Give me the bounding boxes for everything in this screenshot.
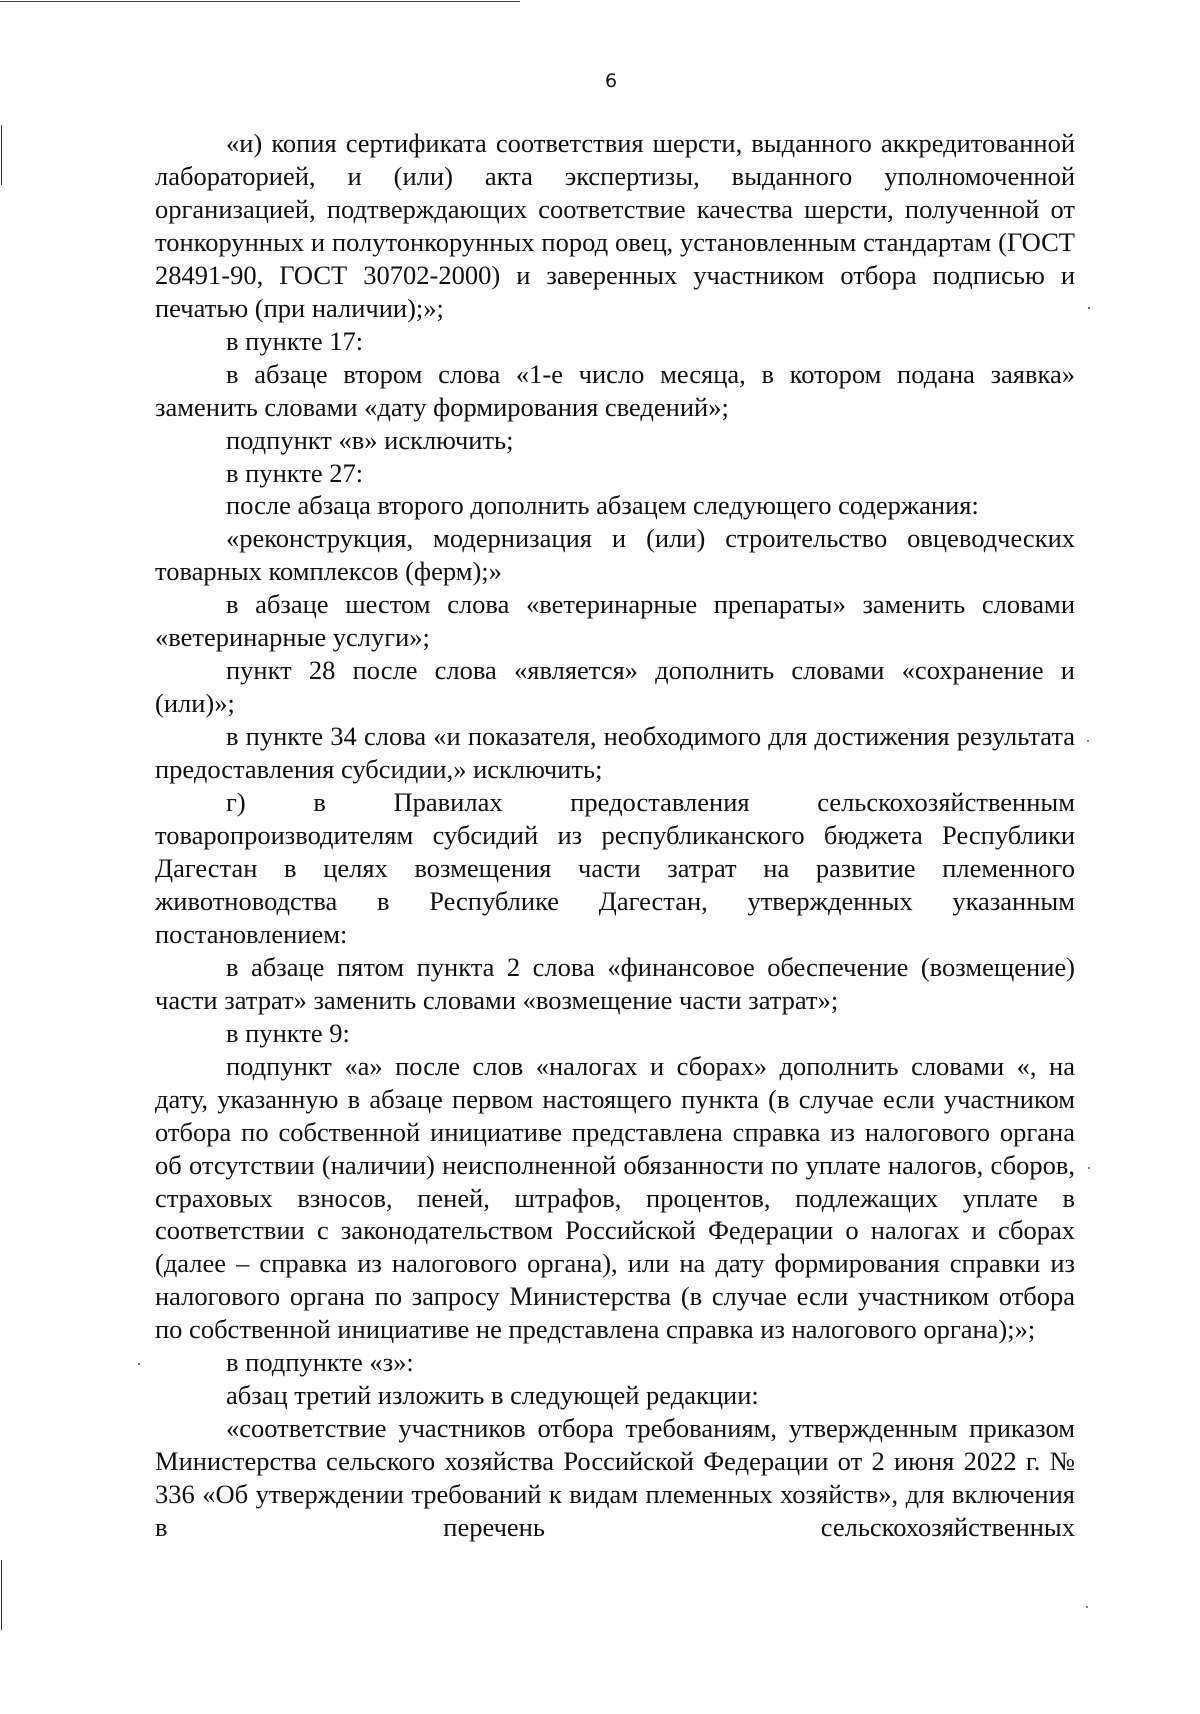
paragraph: подпункт «в» исключить; bbox=[226, 424, 514, 455]
scan-artifact-dot bbox=[1088, 1167, 1090, 1169]
paragraph: «соответствие участников отбора требованиям, утвержденным приказом Министерства сельского хозяйства Российской Федерации от 2 июня 2022 г. № 336 «Об утверждении требований к видам племенных хозяйств», для включения в перечень сельскохозяйственных bbox=[155, 1413, 1075, 1543]
scan-artifact-left-edge bbox=[1, 125, 2, 185]
paragraph: в абзаце втором слова «1-е число месяца, в котором подана заявка» заменить словами «дату формирования сведений»; bbox=[155, 358, 1075, 422]
paragraph: в подпункте «з»: bbox=[226, 1347, 414, 1378]
paragraph: абзац третий изложить в следующей редакции: bbox=[226, 1380, 759, 1411]
scan-artifact-left-edge-lower bbox=[1, 1560, 2, 1630]
paragraph: в абзаце пятом пункта 2 слова «финансовое обеспечение (возмещение) части затрат» заменить словами «возмещение части затрат»; bbox=[155, 951, 1075, 1015]
paragraph: г) в Правилах предоставления сельскохозяйственным товаропроизводителям субсидий из республиканского бюджета Республики Дагестан в целях возмещения части затрат на развитие племенного животноводства в Республике Дагестан, утвержденных указанным постановлением: bbox=[155, 787, 1075, 949]
paragraph: «реконструкция, модернизация и (или) строительство овцеводческих товарных комплексов (ферм);» bbox=[155, 523, 1075, 587]
scan-artifact-dot bbox=[1088, 307, 1090, 309]
scan-artifact-top-line bbox=[0, 1, 520, 2]
page-number: 6 bbox=[604, 70, 618, 92]
scan-artifact-dot bbox=[1086, 1606, 1088, 1608]
paragraph: в пункте 9: bbox=[226, 1017, 350, 1048]
paragraph: после абзаца второго дополнить абзацем следующего содержания: bbox=[226, 490, 979, 521]
paragraph: в пункте 17: bbox=[226, 325, 364, 356]
scan-artifact-dot bbox=[1087, 740, 1089, 742]
paragraph: в абзаце шестом слова «ветеринарные препараты» заменить словами «ветеринарные услуги»; bbox=[155, 589, 1075, 653]
paragraph: в пункте 34 слова «и показателя, необходимого для достижения результата предоставления субсидии,» исключить; bbox=[155, 721, 1075, 785]
paragraph: подпункт «а» после слов «налогах и сборах» дополнить словами «, на дату, указанную в абзаце первом настоящего пункта (в случае если участником отбора по собственной инициативе представлена справка из налогового органа об отсутствии (наличии) неисполненной обязанности по уплате налогов, сборов, страховых взносов, пеней, штрафов, процентов, подлежащих уплате в соответствии с законодательством Российской Федерации о налогах и сборах (далее – справка из налогового органа), или на дату формирования справки из налогового органа по запросу Министерства (в случае если участником отбора по собственной инициативе не представлена справка из налогового органа);»; bbox=[155, 1050, 1075, 1345]
scan-artifact-dot bbox=[138, 1363, 140, 1365]
paragraph: пункт 28 после слова «является» дополнить словами «сохранение и (или)»; bbox=[155, 655, 1075, 719]
paragraph: «и) копия сертификата соответствия шерсти, выданного аккредитованной лабораторией, и (или) акта экспертизы, выданного уполномоченной организацией, подтверждающих соответствие качества шерсти, полученной от тонкорунных и полутонкорунных пород овец, установленным стандартам (ГОСТ 28491-90, ГОСТ 30702-2000) и заверенных участником отбора подписью и печатью (при наличии);»; bbox=[155, 128, 1075, 323]
paragraph: в пункте 27: bbox=[226, 457, 364, 488]
document-body bbox=[155, 127, 1075, 1544]
